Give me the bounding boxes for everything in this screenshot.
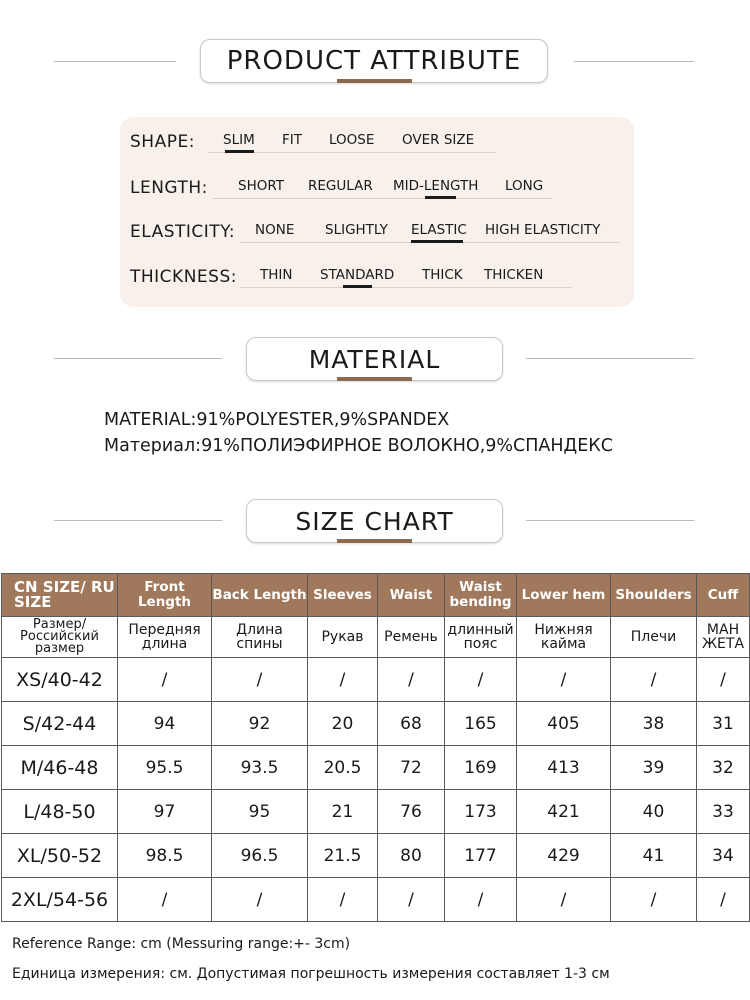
table-cell: 40 (611, 790, 697, 834)
attr-label-elasticity: ELASTICITY: (130, 222, 236, 242)
table-cell: 31 (697, 702, 750, 746)
size-cell: S/42-44 (2, 702, 118, 746)
table-cell: 97 (118, 790, 212, 834)
table-cell: / (517, 658, 611, 702)
divider-line (54, 358, 222, 359)
divider-line (574, 61, 694, 62)
attr-option: SHORT (238, 178, 284, 194)
table-row (2, 878, 750, 922)
table-cell: 177 (445, 834, 517, 878)
column-header-ru: Нижняя кайма (517, 617, 611, 658)
table-cell: / (517, 878, 611, 922)
column-header: Lower hem (517, 574, 611, 617)
table-cell: 92 (212, 702, 308, 746)
column-header: Front Length (118, 574, 212, 617)
table-cell: 95.5 (118, 746, 212, 790)
table-cell: / (445, 878, 517, 922)
column-header-ru: Длина спины (212, 617, 308, 658)
table-cell: 20.5 (308, 746, 378, 790)
material-label: Материал: (104, 436, 202, 456)
table-cell: / (611, 878, 697, 922)
column-header: Waist bending (445, 574, 517, 617)
column-header: Shoulders (611, 574, 697, 617)
size-cell: XL/50-52 (2, 834, 118, 878)
size-cell: L/48-50 (2, 790, 118, 834)
attr-option: LONG (505, 178, 544, 194)
table-cell: 413 (517, 746, 611, 790)
column-header-ru: длинный пояс (445, 617, 517, 658)
table-cell: 20 (308, 702, 378, 746)
section-title-product-attribute (200, 39, 548, 83)
attr-option: THICKEN (484, 267, 544, 283)
table-cell: 95 (212, 790, 308, 834)
attr-option: SLIGHTLY (325, 222, 388, 238)
divider-line (526, 520, 694, 521)
attr-option: MID-LENGTH (393, 178, 479, 194)
section-title-text: MATERIAL (308, 344, 441, 374)
column-header-ru: Размер/ Российский размер (2, 617, 118, 658)
attr-option: SLIM (223, 132, 255, 148)
attr-rule (240, 287, 572, 288)
attr-option: THICK (422, 267, 463, 283)
attr-label-length: LENGTH: (130, 178, 208, 198)
table-header-row (2, 574, 750, 617)
table-cell: / (118, 658, 212, 702)
attr-option: LOOSE (329, 132, 375, 148)
section-title-text: SIZE CHART (295, 506, 454, 536)
table-cell: 165 (445, 702, 517, 746)
table-cell: 33 (697, 790, 750, 834)
attr-option: REGULAR (308, 178, 373, 194)
column-header: CN SIZE/ RU SIZE (2, 574, 118, 617)
table-row (2, 834, 750, 878)
material-ru (104, 436, 613, 456)
reference-note-ru: Единица измерения: см. Допустимая погрешность измерения составляет 1-3 см (12, 966, 610, 982)
column-header-ru: Передняя длина (118, 617, 212, 658)
table-row (2, 702, 750, 746)
attr-label-shape: SHAPE: (130, 132, 195, 152)
table-row (2, 790, 750, 834)
attr-option: ELASTIC (411, 222, 467, 238)
table-cell: 21.5 (308, 834, 378, 878)
divider-line (526, 358, 694, 359)
table-cell: / (445, 658, 517, 702)
table-cell: 169 (445, 746, 517, 790)
table-cell: 76 (378, 790, 445, 834)
divider-line (54, 61, 176, 62)
column-header-ru: Ремень (378, 617, 445, 658)
material-value: 91%POLYESTER,9%SPANDEX (196, 410, 450, 430)
attr-option: FIT (282, 132, 302, 148)
attr-option: THIN (260, 267, 293, 283)
selected-indicator (343, 285, 372, 288)
selected-indicator (225, 150, 254, 153)
material-label: MATERIAL: (104, 410, 197, 430)
size-cell: XS/40-42 (2, 658, 118, 702)
title-underline (337, 377, 412, 381)
table-cell: 39 (611, 746, 697, 790)
section-title-text: PRODUCT ATTRIBUTE (226, 46, 522, 76)
attr-rule (212, 198, 552, 199)
size-cell: M/46-48 (2, 746, 118, 790)
material-value: 91%ПОЛИЭФИРНОЕ ВОЛОКНО,9%СПАНДЕКС (201, 436, 613, 456)
table-cell: / (697, 658, 750, 702)
attr-option: NONE (255, 222, 295, 238)
column-header: Back Length (212, 574, 308, 617)
size-chart-table (1, 573, 750, 922)
table-cell: 429 (517, 834, 611, 878)
attr-option: HIGH ELASTICITY (485, 222, 601, 238)
table-header-row-ru (2, 617, 750, 658)
table-cell: / (118, 878, 212, 922)
table-cell: / (611, 658, 697, 702)
table-cell: 34 (697, 834, 750, 878)
attr-label-thickness: THICKNESS: (130, 267, 237, 287)
table-cell: 41 (611, 834, 697, 878)
table-cell: / (697, 878, 750, 922)
selected-indicator (411, 240, 463, 243)
table-cell: / (308, 658, 378, 702)
column-header: Waist (378, 574, 445, 617)
table-row (2, 658, 750, 702)
attr-option: STANDARD (320, 267, 395, 283)
title-underline (337, 539, 412, 543)
table-cell: 38 (611, 702, 697, 746)
column-header: Cuff (697, 574, 750, 617)
title-underline (337, 79, 412, 83)
column-header-ru: Рукав (308, 617, 378, 658)
table-cell: 173 (445, 790, 517, 834)
section-title-size-chart (246, 499, 503, 543)
size-cell: 2XL/54-56 (2, 878, 118, 922)
selected-indicator (425, 196, 456, 199)
table-cell: / (212, 658, 308, 702)
table-cell: 98.5 (118, 834, 212, 878)
table-cell: / (378, 878, 445, 922)
section-title-material (246, 337, 503, 381)
reference-note-en: Reference Range: cm (Messuring range:+- 3cm) (12, 936, 351, 952)
material-en (104, 410, 449, 430)
table-cell: 32 (697, 746, 750, 790)
table-cell: 93.5 (212, 746, 308, 790)
table-cell: 21 (308, 790, 378, 834)
table-cell: 68 (378, 702, 445, 746)
table-cell: / (378, 658, 445, 702)
table-cell: / (308, 878, 378, 922)
table-cell: 94 (118, 702, 212, 746)
table-cell: 80 (378, 834, 445, 878)
attr-option: OVER SIZE (402, 132, 475, 148)
table-row (2, 746, 750, 790)
table-cell: 405 (517, 702, 611, 746)
divider-line (54, 520, 222, 521)
table-cell: / (212, 878, 308, 922)
column-header: Sleeves (308, 574, 378, 617)
table-cell: 96.5 (212, 834, 308, 878)
column-header-ru: Плечи (611, 617, 697, 658)
column-header-ru: МАН ЖЕТА (697, 617, 750, 658)
table-cell: 72 (378, 746, 445, 790)
table-cell: 421 (517, 790, 611, 834)
